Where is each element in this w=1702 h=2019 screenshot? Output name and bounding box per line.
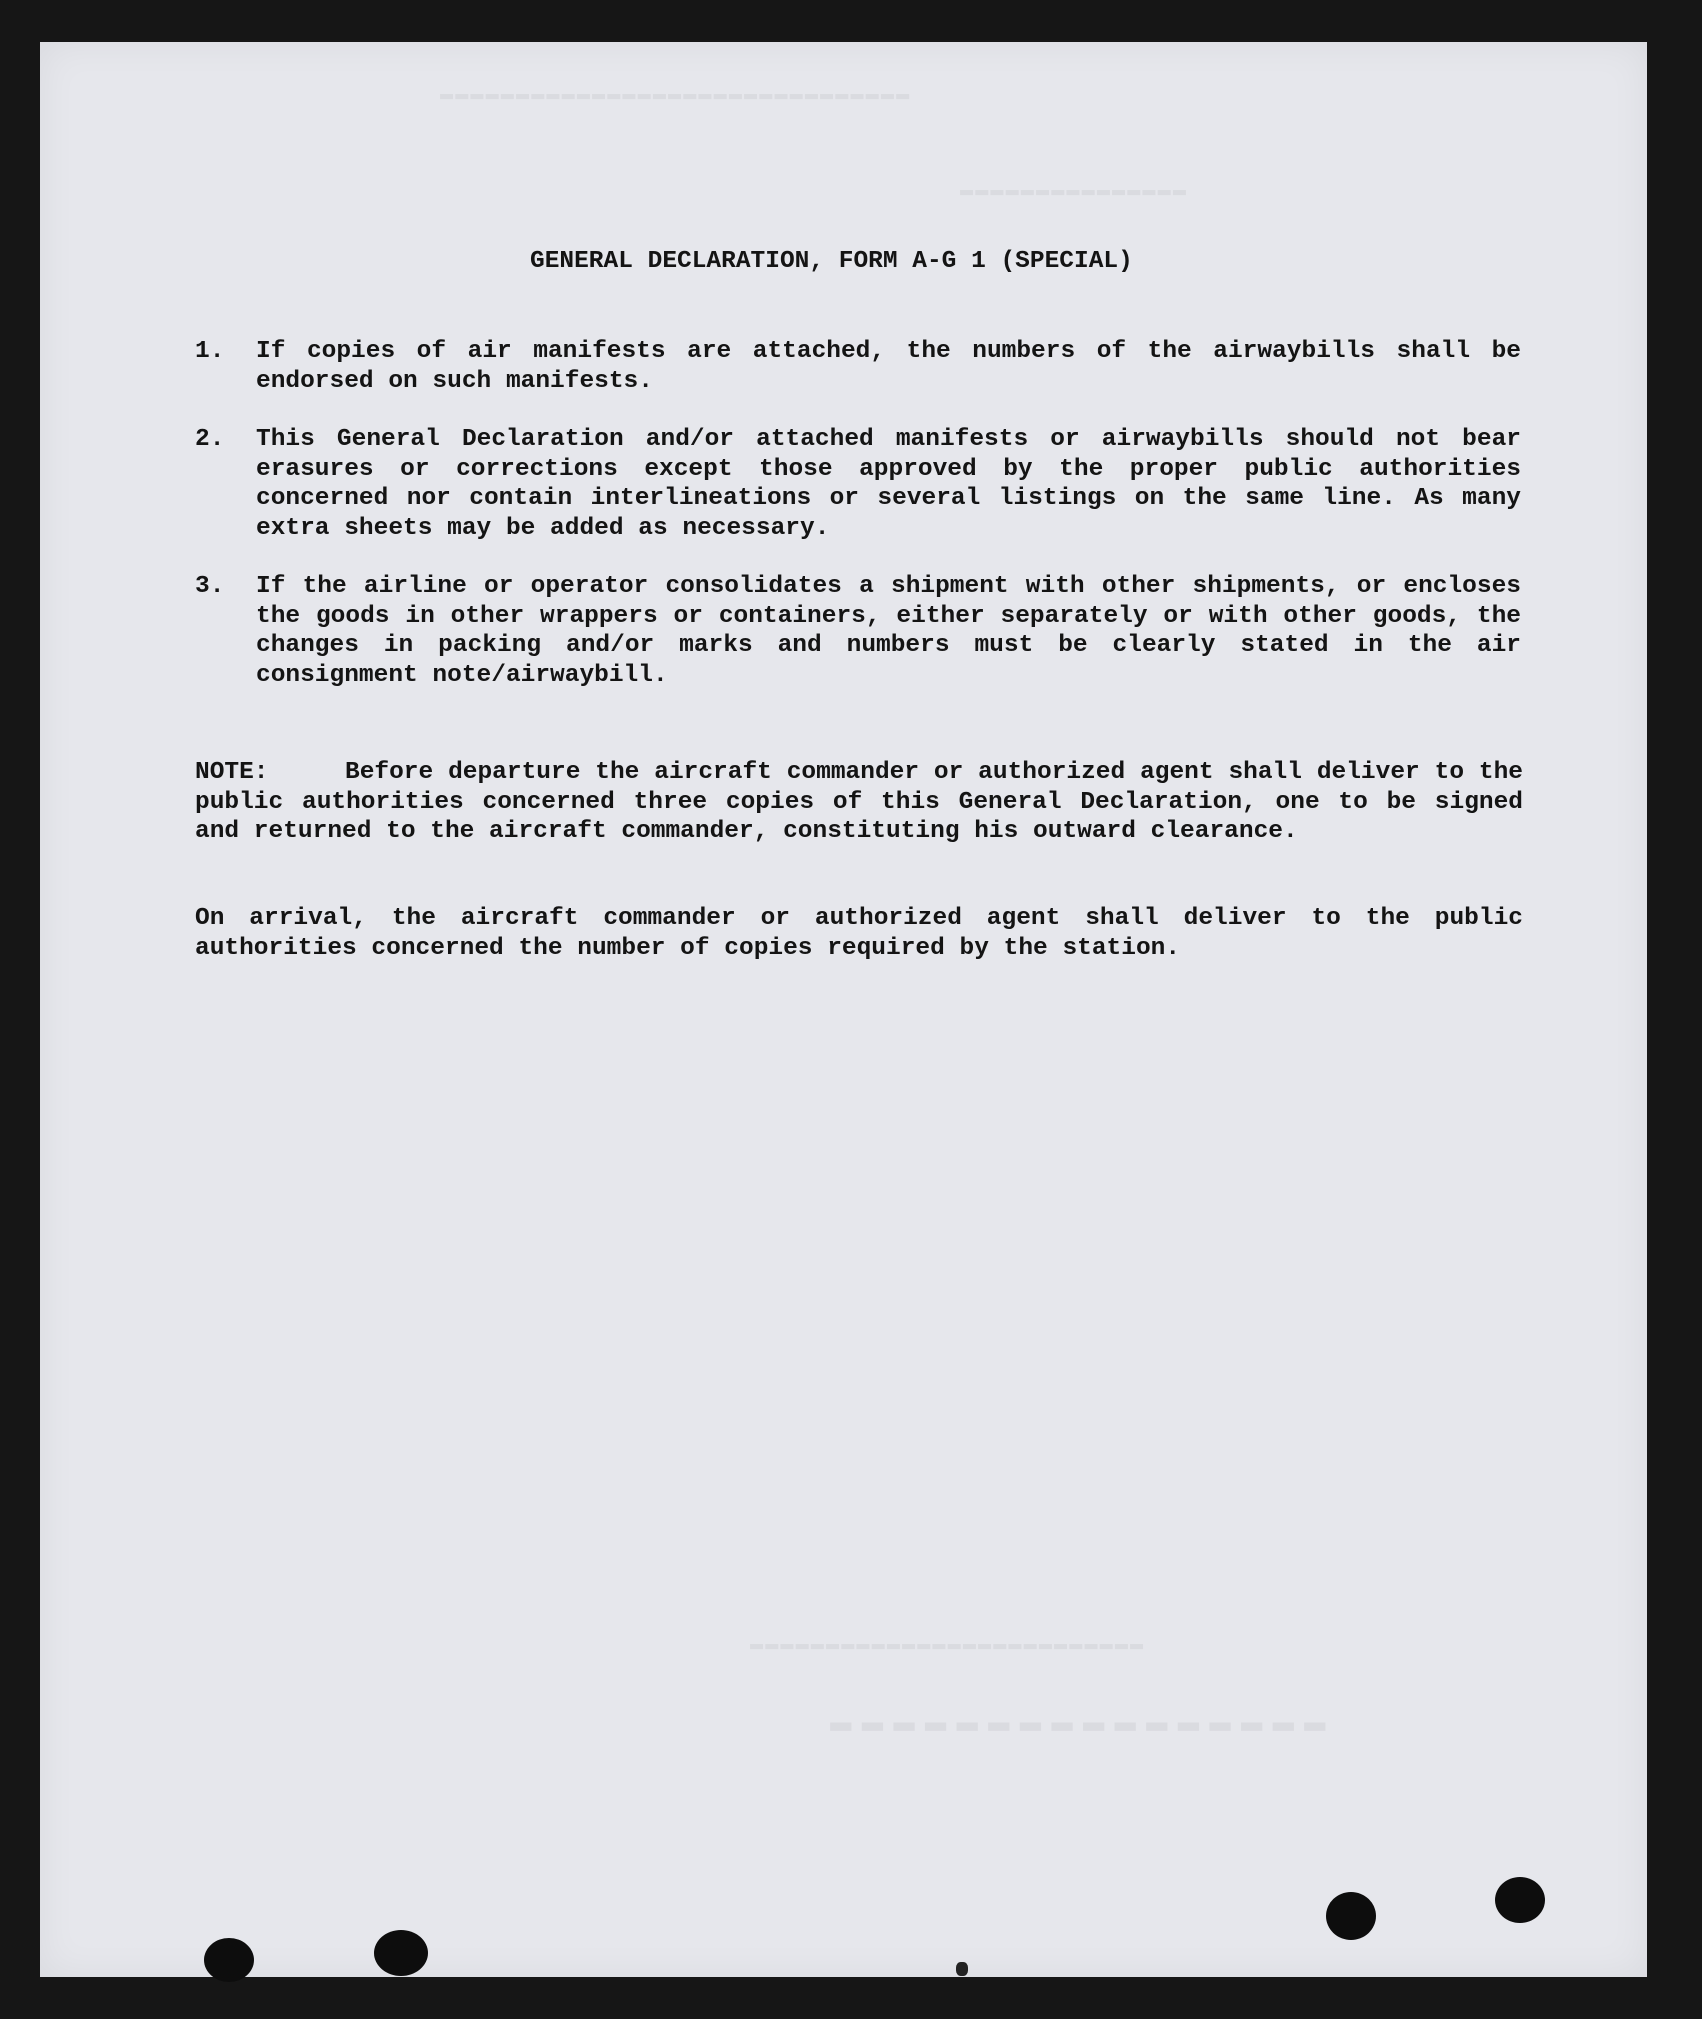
item-number: 2. bbox=[195, 426, 225, 453]
item-text: If copies of air manifests are attached, the numbers of the airwaybills shall be endorsed on such manifests. bbox=[256, 338, 1521, 395]
item-number: 3. bbox=[195, 573, 225, 600]
ink-speck bbox=[956, 1962, 968, 1976]
bleed-through-mark: ▬▬▬▬▬▬▬▬▬▬▬▬▬▬▬▬ bbox=[830, 1702, 1336, 1743]
punch-hole bbox=[1495, 1877, 1545, 1923]
bleed-through-mark: ▬▬▬▬▬▬▬▬▬▬▬▬▬▬▬▬▬▬▬▬▬▬▬▬▬▬▬▬▬▬▬ bbox=[440, 82, 912, 107]
note-label: NOTE: bbox=[195, 759, 269, 786]
bleed-through-mark: ▬▬▬▬▬▬▬▬▬▬▬▬▬▬▬▬▬▬▬▬▬▬▬▬▬▬ bbox=[750, 1632, 1146, 1657]
document-body bbox=[40, 42, 1647, 1977]
bleed-through-mark: ▬▬▬▬▬▬▬▬▬▬▬▬▬▬▬ bbox=[960, 178, 1189, 203]
item-text: This General Declaration and/or attached manifests or airwaybills should not bear erasures or corrections except those approved by the proper public authorities concerned nor contain interlineations or several listings on the same line. As many extra sheets may be added as necessary. bbox=[256, 426, 1521, 542]
note-paragraph bbox=[195, 758, 1523, 847]
punch-hole bbox=[1326, 1892, 1376, 1940]
document-page bbox=[40, 42, 1647, 1977]
note-text: Before departure the aircraft commander or authorized agent shall deliver to the public authorities concerned three copies of this General Declaration, one to be signed and returned to the aircraft commander, constituting his outward clearance. bbox=[195, 759, 1523, 845]
item-text: If the airline or operator consolidates a shipment with other shipments, or encloses the goods in other wrappers or containers, either separately or with other goods, the changes in packing and/or marks and numbers must be clearly stated in the air consignment note/airwaybill. bbox=[256, 573, 1521, 689]
arrival-paragraph: On arrival, the aircraft commander or authorized agent shall deliver to the public authorities concerned the number of copies required by the station. bbox=[195, 905, 1523, 962]
punch-hole bbox=[374, 1930, 428, 1976]
punch-hole bbox=[204, 1938, 254, 1982]
item-number: 1. bbox=[195, 338, 225, 365]
document-title: GENERAL DECLARATION, FORM A-G 1 (SPECIAL) bbox=[530, 248, 1133, 275]
